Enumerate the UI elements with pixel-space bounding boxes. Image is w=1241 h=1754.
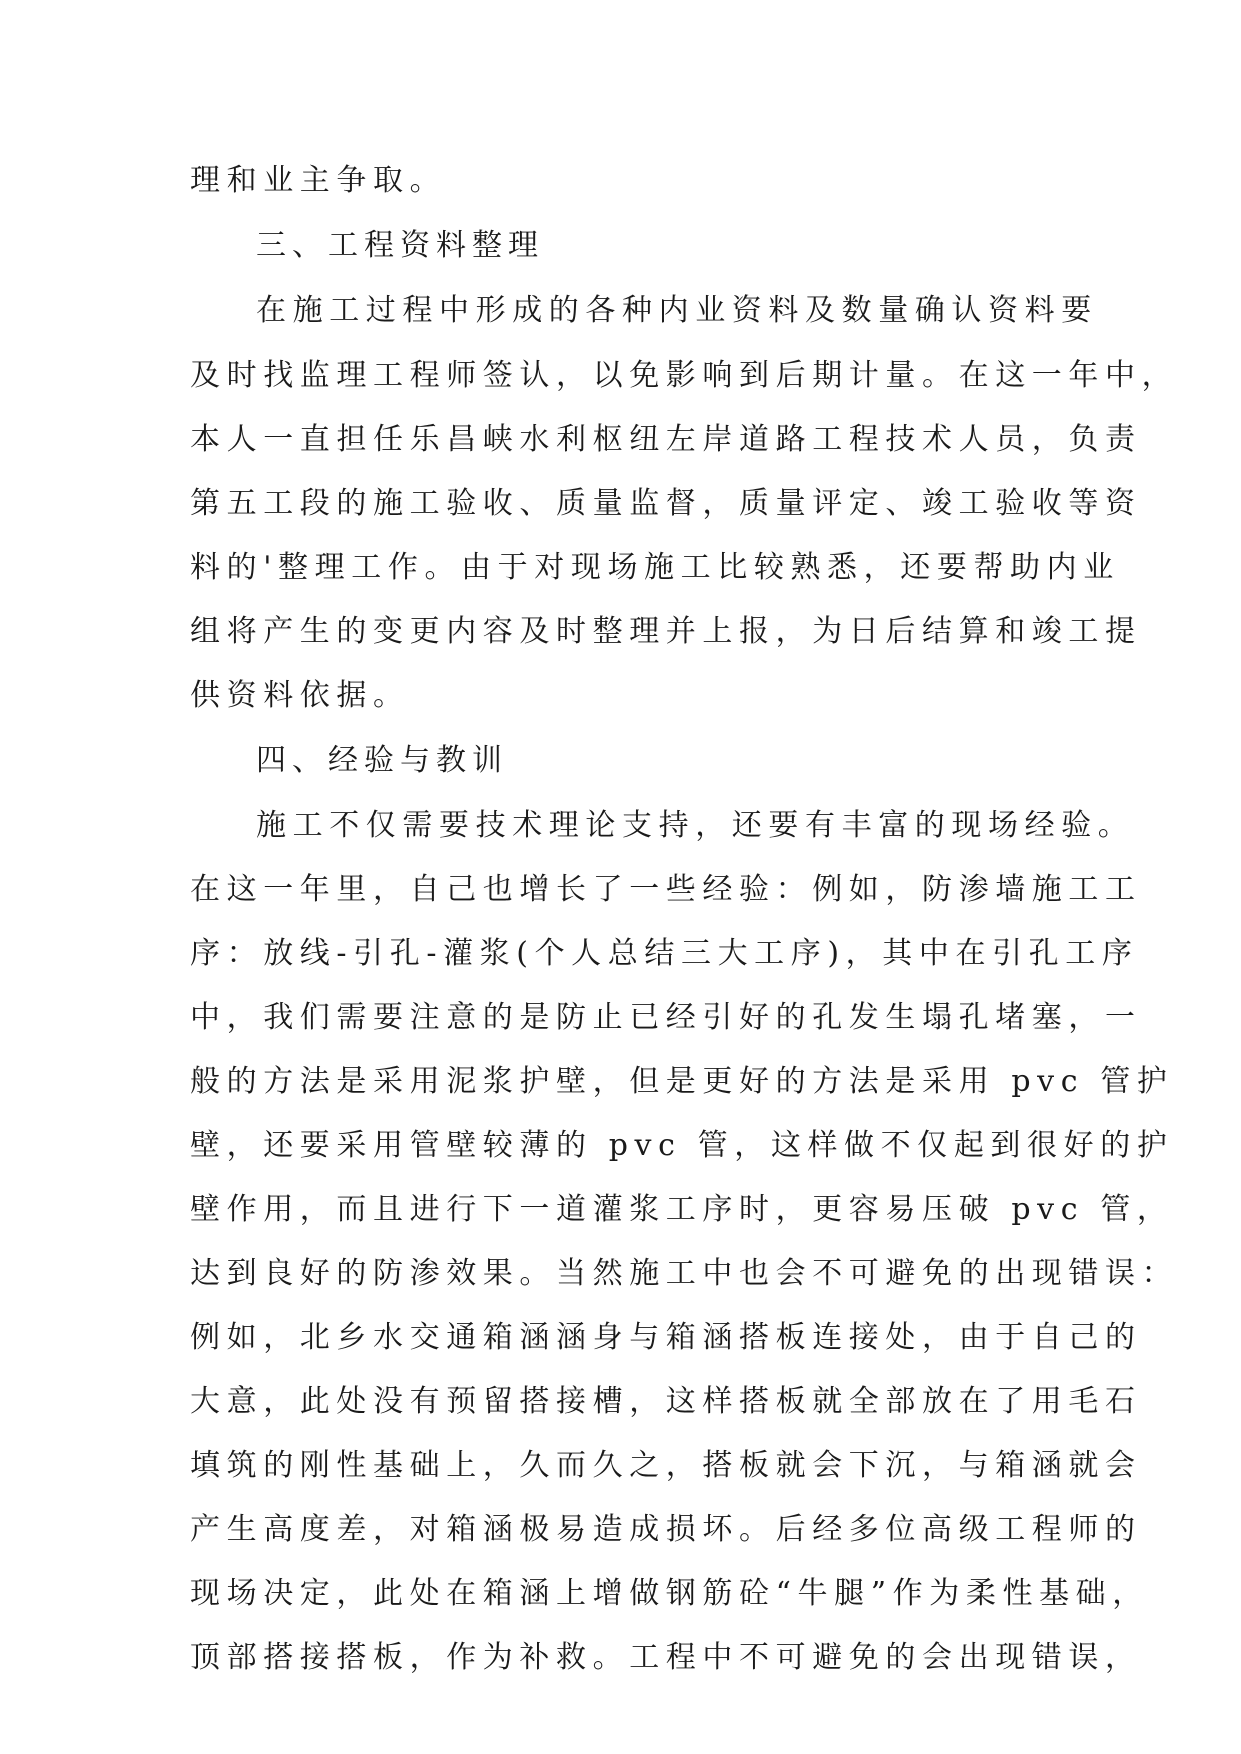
text-line: 本人一直担任乐昌峡水利枢纽左岸道路工程技术人员，负责 — [190, 422, 1142, 457]
text-line: 供资料依据。 — [190, 678, 410, 713]
text-line: 达到良好的防渗效果。当然施工中也会不可避免的出现错误： — [190, 1256, 1179, 1291]
text-line: 在这一年里，自己也增长了一些经验：例如，防渗墙施工工 — [190, 872, 1142, 907]
paragraph-start: 施工不仅需要技术理论支持，还要有丰富的现场经验。 — [256, 808, 1135, 843]
section-heading-4: 四、经验与教训 — [256, 743, 508, 778]
text-line: 组将产生的变更内容及时整理并上报，为日后结算和竣工提 — [190, 614, 1142, 649]
text-line: 壁作用，而且进行下一道灌浆工序时，更容易压破 pvc 管， — [190, 1192, 1174, 1227]
text-line: 序：放线-引孔-灌浆(个人总结三大工序)，其中在引孔工序 — [190, 936, 1139, 971]
text-line: 料的'整理工作。由于对现场施工比较熟悉，还要帮助内业 — [190, 550, 1120, 585]
text-line: 般的方法是采用泥浆护壁，但是更好的方法是采用 pvc 管护 — [190, 1064, 1174, 1099]
text-line: 及时找监理工程师签认，以免影响到后期计量。在这一年中， — [190, 358, 1179, 393]
text-line: 理和业主争取。 — [190, 163, 447, 198]
text-line: 壁，还要采用管壁较薄的 pvc 管，这样做不仅起到很好的护 — [190, 1128, 1174, 1163]
text-line: 现场决定，此处在箱涵上增做钢筋砼“牛腿”作为柔性基础， — [190, 1576, 1149, 1611]
text-line: 例如，北乡水交通箱涵涵身与箱涵搭板连接处，由于自己的 — [190, 1320, 1142, 1355]
text-line: 第五工段的施工验收、质量监督，质量评定、竣工验收等资 — [190, 486, 1142, 521]
text-line: 中，我们需要注意的是防止已经引好的孔发生塌孔堵塞，一 — [190, 1000, 1142, 1035]
text-line: 填筑的刚性基础上，久而久之，搭板就会下沉，与箱涵就会 — [190, 1448, 1142, 1483]
paragraph-start: 在施工过程中形成的各种内业资料及数量确认资料要 — [256, 293, 1098, 328]
text-line: 顶部搭接搭板，作为补救。工程中不可避免的会出现错误， — [190, 1640, 1142, 1675]
text-line: 产生高度差，对箱涵极易造成损坏。后经多位高级工程师的 — [190, 1512, 1142, 1547]
text-line: 大意，此处没有预留搭接槽，这样搭板就全部放在了用毛石 — [190, 1384, 1142, 1419]
section-heading-3: 三、工程资料整理 — [256, 228, 544, 263]
